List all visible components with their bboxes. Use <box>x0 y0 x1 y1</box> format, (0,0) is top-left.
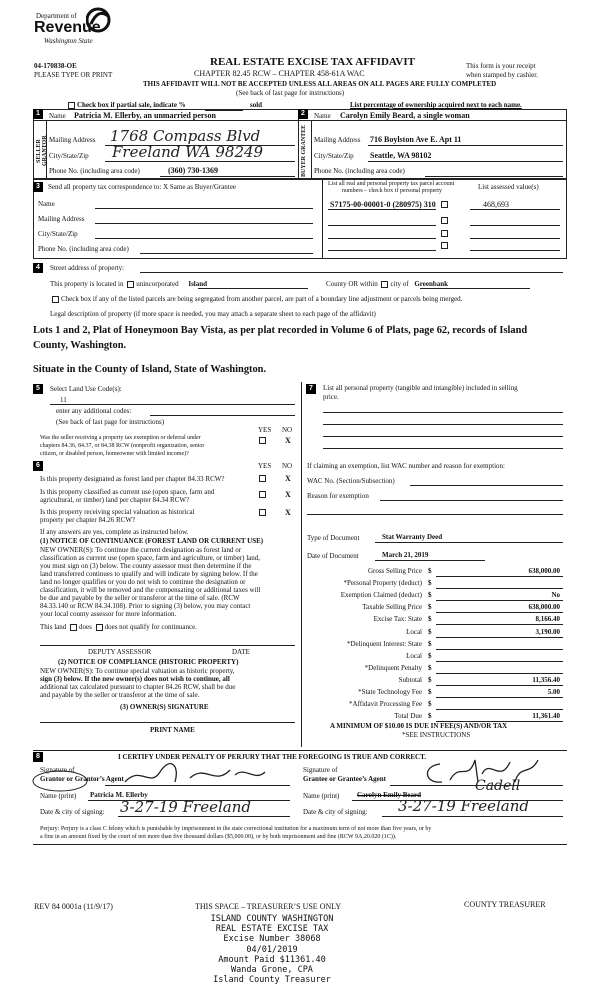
sec3-mail-label: Mailing Address <box>38 215 85 223</box>
fin-dollar: $ <box>428 663 432 672</box>
sec5-see-back: (See back of last page for instructions) <box>56 418 165 426</box>
fin-dollar: $ <box>428 712 432 721</box>
personal-property-checkbox[interactable] <box>441 217 448 224</box>
if-yes-note: If any answers are yes, complete as instructed below. <box>40 528 189 536</box>
seller-side-label: SELLER GRANTOR <box>36 135 48 167</box>
forest-yes-checkbox[interactable] <box>259 475 266 482</box>
legal-line-1: Lots 1 and 2, Plat of Honeymoon Bay Vista, as per plat recorded in Volume 6 of Plats, page 62, records of Island <box>33 325 528 336</box>
historic-q-b: property per chapter 84.26 RCW? <box>40 516 136 524</box>
form-id: 04-170838-OE <box>34 62 77 70</box>
fin-underline <box>436 588 563 589</box>
receipt-note-1: This form is your receipt <box>466 62 536 70</box>
city-checkbox[interactable] <box>381 281 388 288</box>
certify-statement: I CERTIFY UNDER PENALTY OF PERJURY THAT THE FOREGOING IS TRUE AND CORRECT. <box>118 753 427 761</box>
forest-no-x[interactable]: X <box>285 474 291 483</box>
fin-dollar: $ <box>428 627 432 636</box>
fin-label: Local <box>406 627 422 636</box>
fin-underline <box>436 624 563 625</box>
parcel-header-1: List all real and personal property tax parcel account <box>328 181 455 187</box>
grantor-circle-mark <box>30 768 90 794</box>
legal-desc-label: Legal description of property (if more space is needed, you may attach a separate sheet to each page of the affidavit) <box>50 310 376 318</box>
notice1-text: be due and payable by the seller or transferor at the time of sale. (RCW <box>40 594 240 602</box>
notice1-text: 84.33.140 or RCW 84.34.108). Prior to signing (3) below, you may contact <box>40 602 251 610</box>
fin-dollar: $ <box>428 615 432 624</box>
personal-property-checkbox[interactable] <box>441 201 448 208</box>
this-land: This land does does not qualify for continuance. <box>40 623 197 631</box>
form-chapter: CHAPTER 82.45 RCW – CHAPTER 458-61A WAC <box>194 69 365 78</box>
section-3-number: 3 <box>33 182 43 192</box>
stamp-line: Wanda Grone, CPA <box>231 965 313 976</box>
current-use-no-x[interactable]: X <box>285 490 291 499</box>
treasurer-stamp <box>202 914 342 985</box>
parcel-number[interactable]: S7175-00-00001-0 (280975) 310 <box>330 200 436 209</box>
fin-dollar: $ <box>428 651 432 660</box>
grantor-sig-label-2: Grantor or Grantor’s Agent <box>40 775 124 783</box>
does-checkbox[interactable] <box>70 624 77 631</box>
seller-phone-label: Phone No. (including area code) <box>49 167 140 175</box>
buyer-name[interactable]: Carolyn Emily Beard, a single woman <box>340 111 470 120</box>
notice1-text: land transferred continues to qualify and will indicate by signing below. If the <box>40 570 258 578</box>
print-name-label: PRINT NAME <box>150 726 195 734</box>
sec3-name-label: Name <box>38 200 55 208</box>
see-back-note: (See back of last page for instructions) <box>236 89 345 97</box>
buyer-city-label: City/State/Zip <box>314 152 354 160</box>
section-1-number: 1 <box>33 109 43 119</box>
exempt-q2: chapters 84.36, 84.37, or 84.38 RCW (nonprofit organization, senior <box>40 443 205 449</box>
notice2-text: sign (3) below. If the new owner(s) does not wish to continue, all <box>40 675 230 683</box>
partial-sale: Check box if partial sale, indicate % <box>66 101 186 109</box>
fin-label: *Affidavit Processing Fee <box>349 700 422 709</box>
fin-label: Subtotal <box>398 675 422 684</box>
partial-sale-checkbox[interactable] <box>68 102 75 109</box>
fin-value[interactable]: No <box>551 591 560 600</box>
fin-dollar: $ <box>428 567 432 575</box>
notice1-text: NEW OWNER(S): To continue the current designation as forest land or <box>40 546 242 554</box>
grantee-name-label: Name (print) <box>303 792 340 800</box>
fin-label: Gross Selling Price <box>367 567 422 575</box>
fin-underline <box>436 673 563 674</box>
rev-form-number: REV 84 0001a (11/9/17) <box>34 902 113 911</box>
fin-underline <box>436 600 563 601</box>
stamp-line: ISLAND COUNTY WASHINGTON <box>210 914 334 924</box>
parcel-header-2: numbers – check box if personal property <box>342 188 442 194</box>
segregated-checkbox[interactable] <box>52 296 59 303</box>
fin-underline <box>436 709 563 710</box>
form-warning: THIS AFFIDAVIT WILL NOT BE ACCEPTED UNLESS ALL AREAS ON ALL PAGES ARE FULLY COMPLETED <box>143 80 497 88</box>
sold-label: sold <box>250 101 263 109</box>
fin-dollar: $ <box>428 603 432 612</box>
form-title: REAL ESTATE EXCISE TAX AFFIDAVIT <box>210 56 415 68</box>
buyer-mail[interactable]: 716 Boylston Ave E. Apt 11 <box>370 135 462 144</box>
fin-value[interactable]: 3,190.00 <box>535 627 560 636</box>
notice1-title: (1) NOTICE OF CONTINUANCE (FOREST LAND OR CURRENT USE) <box>40 537 264 545</box>
fin-dollar: $ <box>428 639 432 648</box>
personal-property-checkbox[interactable] <box>441 230 448 237</box>
fin-underline <box>436 637 563 638</box>
section-8-number: 8 <box>33 752 43 762</box>
street-label: Street address of property: <box>50 264 125 272</box>
min-fee-note: A MINIMUM OF $10.00 IS DUE IN FEE(S) AND/OR TAX <box>330 722 508 730</box>
fin-label: Taxable Selling Price <box>362 603 422 612</box>
county-treasurer: COUNTY TREASURER <box>464 900 546 909</box>
print-note: PLEASE TYPE OR PRINT <box>34 71 113 79</box>
historic-no-x[interactable]: X <box>285 508 291 517</box>
seller-mail[interactable]: 1768 Compass Blvd <box>110 127 261 145</box>
notice1-text: your local county assessor for more information. <box>40 610 177 618</box>
fin-value[interactable]: 11,356.40 <box>532 675 560 684</box>
fin-label: Total Due <box>394 712 422 721</box>
section-6-number: 6 <box>33 461 43 471</box>
fin-label: Excise Tax: State <box>373 615 422 624</box>
fin-underline <box>436 576 563 577</box>
receipt-note-2: when stamped by cashier. <box>466 71 538 79</box>
legal-line-3: Situate in the County of Island, State of Washington. <box>33 364 267 375</box>
exempt-q3: citizen, or disabled person, homeowner with limited income)? <box>40 451 189 457</box>
fin-value[interactable]: 638,000.00 <box>528 603 560 612</box>
notice1-text: classification as current use (open space, farm and agriculture, or timber) land, <box>40 554 261 562</box>
stamp-line: REAL ESTATE EXCISE TAX <box>215 924 329 935</box>
fin-underline <box>436 612 563 613</box>
buyer-mail-label: Mailing Address <box>314 136 361 144</box>
grantee-name[interactable]: Carolyn Emily Beard <box>357 791 422 799</box>
grantor-date-label: Date & city of signing: <box>40 808 105 816</box>
assessed-value[interactable]: 468,693 <box>483 200 509 209</box>
logo-dept: Department of <box>36 12 77 20</box>
fin-underline <box>436 685 563 686</box>
fin-dollar: $ <box>428 700 432 709</box>
logo-revenue: Revenue <box>34 19 101 36</box>
fin-underline <box>436 697 563 698</box>
deputy-date: DATE <box>232 648 250 656</box>
seller-phone[interactable]: (360) 730-1369 <box>168 166 218 175</box>
located-label: This property is located in unincorporated Island <box>50 280 208 288</box>
sec5-no: NO <box>282 426 293 434</box>
additional-codes: enter any additional codes: <box>56 407 132 415</box>
sec3-city-label: City/State/Zip <box>38 230 78 238</box>
fin-label: *State Technology Fee <box>358 688 422 696</box>
county-value[interactable]: Island <box>188 280 208 288</box>
notice2-text: additional tax calculated pursuant to chapter 84.26 RCW, shall be due <box>40 683 236 691</box>
stamp-line: Island County Treasurer <box>213 975 331 986</box>
fin-dollar: $ <box>428 591 432 600</box>
does-not-checkbox[interactable] <box>96 624 103 631</box>
notice1-text: classification, it will be removed and the compensating or additional taxes will <box>40 586 261 594</box>
assessed-header: List assessed value(s) <box>478 183 539 191</box>
segregated-note: Check box if any of the listed parcels are being segregated from another parcel, are part of a boundary line adjustment or parcels being merged. <box>50 295 462 303</box>
current-use-yes-checkbox[interactable] <box>259 491 266 498</box>
logo-state: Washington State <box>44 37 93 45</box>
doc-date[interactable]: March 21, 2019 <box>382 551 429 559</box>
fin-value[interactable]: 5.00 <box>547 688 560 696</box>
stamp-line: Amount Paid $11361.40 <box>218 954 326 965</box>
stamp-line: 04/01/2019 <box>246 944 298 955</box>
seller-mail-label: Mailing Address <box>49 136 96 144</box>
seller-name-label: Name <box>49 112 66 120</box>
sec6-no: NO <box>282 462 293 470</box>
grantee-sig-label-1: Signature of <box>303 766 338 774</box>
fin-label: *Personal Property (deduct) <box>343 579 422 588</box>
notice2-text: and payable by the seller or transferor at the time of sale. <box>40 691 200 699</box>
fin-dollar: $ <box>428 675 432 684</box>
stamp-line: Excise Number 38068 <box>223 934 321 945</box>
personal-property-label: List all personal property (tangible and intangible) included in selling <box>323 384 518 392</box>
buyer-side-label: BUYER GRANTEE <box>301 124 307 178</box>
owner-signature-title: (3) OWNER(S) SIGNATURE <box>120 703 209 711</box>
forest-q: Is this property designated as forest land per chapter 84.33 RCW? <box>40 475 225 483</box>
notice2-text: NEW OWNER(S): To continue special valuation as historic property, <box>40 667 235 675</box>
section-7-number: 7 <box>306 384 316 394</box>
sec6-yes: YES <box>258 462 272 470</box>
section-2-number: 2 <box>298 109 308 119</box>
fin-label: *Delinquent Penalty <box>364 663 422 672</box>
notice1-text: land no longer qualifies or you do not wish to continue the designation or <box>40 578 246 586</box>
buyer-name-label: Name <box>314 112 331 120</box>
wac-label: WAC No. (Section/Subsection) <box>307 477 395 485</box>
fin-underline <box>436 661 563 662</box>
unincorporated-checkbox[interactable] <box>127 281 134 288</box>
price-label: price. <box>323 393 339 401</box>
treasurer-use: THIS SPACE – TREASURER’S USE ONLY <box>195 902 342 911</box>
deputy-assessor: DEPUTY ASSESSOR <box>88 648 152 656</box>
buyer-phone-label: Phone No. (including area code) <box>314 167 405 175</box>
list-pct: List percentage of ownership acquired next to each name. <box>350 101 522 109</box>
seller-city[interactable]: Freeland WA 98249 <box>112 143 264 161</box>
fin-label: *Delinquent Interest: State <box>346 639 422 648</box>
fin-label: Exemption Claimed (deduct) <box>340 591 422 600</box>
grantor-sig-label-1: Signature of <box>40 766 75 774</box>
section-4-number: 4 <box>33 263 43 273</box>
claim-label: If claiming an exemption, list WAC number and reason for exemption: <box>307 462 505 470</box>
grantee-date-label: Date & city of signing: <box>303 808 368 816</box>
historic-yes-checkbox[interactable] <box>259 509 266 516</box>
fin-value[interactable]: 11,361.40 <box>532 712 560 721</box>
notice2-title: (2) NOTICE OF COMPLIANCE (HISTORIC PROPERTY) <box>58 658 239 666</box>
exempt-q1: Was the seller receiving a property tax exemption or deferral under <box>40 435 201 441</box>
historic-q-a: Is this property receiving special valuation as historical <box>40 508 195 516</box>
fin-label: Local <box>406 651 422 660</box>
doc-type-label: Type of Document <box>307 534 360 542</box>
legal-line-2: County, Washington. <box>33 340 127 351</box>
personal-property-checkbox[interactable] <box>441 242 448 249</box>
sec3-phone-label: Phone No. (including area code) <box>38 245 129 253</box>
perjury-note-2: a fine in an amount fixed by the court of not more than five thousand dollars ($5,000.00), or by both imprisonment and fine (RCW 9A.20.020 (1C)). <box>40 834 397 840</box>
grantor-date-city[interactable]: 3-27-19 Freeland <box>120 798 251 816</box>
buyer-city[interactable]: Seattle, WA 98102 <box>370 151 432 160</box>
fin-underline <box>436 649 563 650</box>
exempt-yes-checkbox[interactable] <box>259 437 266 444</box>
fin-dollar: $ <box>428 688 432 696</box>
seller-city-label: City/State/Zip <box>49 152 89 160</box>
see-instructions: *SEE INSTRUCTIONS <box>402 731 471 739</box>
send-correspondence: Send all property tax correspondence to: X Same as Buyer/Grantee <box>48 183 236 191</box>
fin-dollar: $ <box>428 579 432 588</box>
city-value[interactable]: Greenbank <box>414 280 449 288</box>
exempt-no-x[interactable]: X <box>285 436 291 445</box>
sec5-yes: YES <box>258 426 272 434</box>
grantor-name-label: Name (print) <box>40 792 77 800</box>
current-use-q-a: Is this property classified as current use (open space, farm and <box>40 488 215 496</box>
current-use-q-b: agricultural, or timber) land per chapter 84.34 RCW? <box>40 496 190 504</box>
doc-date-label: Date of Document <box>307 552 359 560</box>
reason-label: Reason for exemption <box>307 492 369 500</box>
dor-logo <box>34 6 116 54</box>
seller-name[interactable]: Patricia M. Ellerby, an unmarried person <box>74 111 216 120</box>
notice1-text: you must sign on (3) below. The county assessor must then determine if the <box>40 562 252 570</box>
perjury-note-1: Perjury: Perjury is a class C felony which is punishable by imprisonment in the state correctional institution for a maximum term of not more than five years, or by <box>40 826 432 832</box>
grantor-name[interactable]: Patricia M. Ellerby <box>90 791 148 799</box>
grantee-name-handwritten[interactable]: Cadell <box>475 778 521 794</box>
grantee-date-city[interactable]: 3-27-19 Freeland <box>398 797 529 815</box>
land-use-code[interactable]: 11 <box>60 396 67 404</box>
land-use-label: Select Land Use Code(s): <box>50 385 122 393</box>
fin-value[interactable]: 638,000.00 <box>528 567 560 575</box>
county-or: County OR within city of Greenbank <box>326 280 449 288</box>
grantee-sig-label-2: Grantee or Grantee’s Agent <box>303 775 387 783</box>
section-5-number: 5 <box>33 384 43 394</box>
fin-value[interactable]: 8,166.40 <box>535 615 560 624</box>
doc-type[interactable]: Stat Warranty Deed <box>382 533 443 541</box>
